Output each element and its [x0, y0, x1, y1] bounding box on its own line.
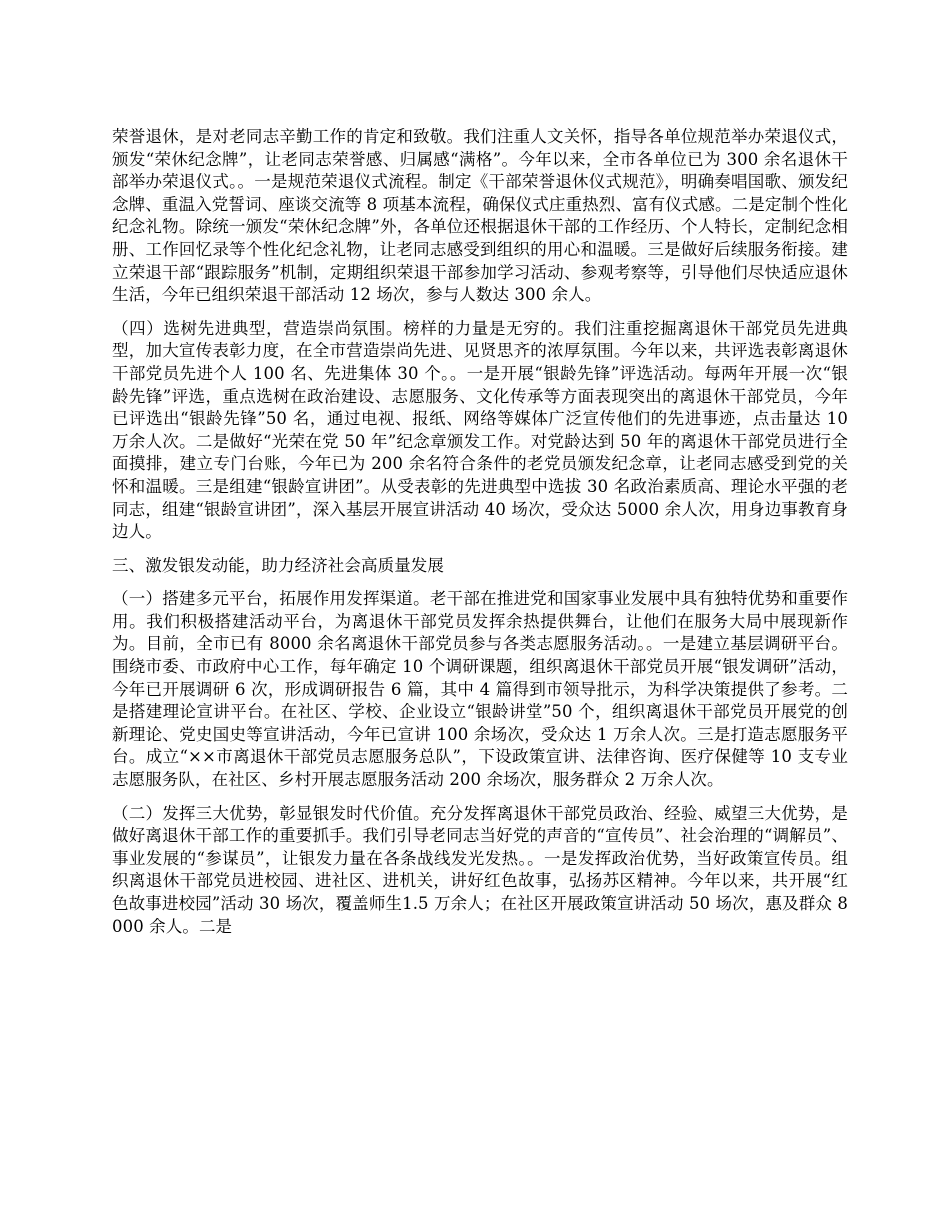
section-heading: 三、激发银发动能，助力经济社会高质量发展 [112, 555, 444, 575]
paragraph-three-advantages: （二）发挥三大优势，彰显银发时代价值。充分发挥离退休干部党员政治、经验、威望三大优势，是做好离退休干部工作的重要抓手。我们引导老同志当好党的声音的“宣传员”、社会治理的“调解员”、事业发展的“参谋员”，让银发力量在各条战线发光发热。。一是发挥政治优势，当好政策宣传员。组织离退休干部党员进校园、进社区、进机关，讲好红色故事，弘扬苏区精神。今年以来，共开展“红色故事进校园”活动 30 场次，覆盖师生1.5 万余人；在社区开展政策宣讲活动 50 场次，惠及群众 8000 余人。二是 [112, 803, 848, 936]
paragraph-diverse-platforms: （一）搭建多元平台，拓展作用发挥渠道。老干部在推进党和国家事业发展中具有独特优势和重要作用。我们积极搭建活动平台，为离退休干部党员发挥余热提供舞台，让他们在服务大局中展现新作为。目前，全市已有 8000 余名离退休干部党员参与各类志愿服务活动。。一是建立基层调研平台。围绕市委、市政府中心工作，每年确定 10 个调研课题，组织离退休干部党员开展“银发调研”活动，今年已开展调研 6 次，形成调研报告 6 篇，其中 4 篇得到市领导批示，为科学决策提供了参考。二是搭建理论宣讲平台。在社区、学校、企业设立“银龄讲堂”50 个，组织离退休干部党员开展党的创新理论、党史国史等宣讲活动，今年已宣讲 100 余场次，受众达 1 万余人次。三是打造志愿服务平台。成立“××市离退休干部党员志愿服务总队”，下设政策宣讲、法律咨询、医疗保健等 10 支专业志愿服务队，在社区、乡村开展志愿服务活动 200 余场次，服务群众 2 万余人次。 [112, 589, 848, 790]
document-page [112, 126, 848, 949]
paragraph-retirement-ceremony: 荣誉退休，是对老同志辛勤工作的肯定和致敬。我们注重人文关怀，指导各单位规范举办荣退仪式，颁发“荣休纪念牌”，让老同志荣誉感、归属感“满格”。今年以来，全市各单位已为 300 余名退休干部举办荣退仪式。。一是规范荣退仪式流程。制定《干部荣誉退休仪式规范》，明确奏唱国歌、颁发纪念牌、重温入党誓词、座谈交流等 8 项基本流程，确保仪式庄重热烈、富有仪式感。二是定制个性化纪念礼物。除统一颁发“荣休纪念牌”外，各单位还根据退休干部的工作经历、个人特长，定制纪念相册、工作回忆录等个性化纪念礼物，让老同志感受到组织的用心和温暖。三是做好后续服务衔接。建立荣退干部“跟踪服务”机制，定期组织荣退干部参加学习活动、参观考察等，引导他们尽快适应退休生活，今年已组织荣退干部活动 12 场次，参与人数达 300 余人。 [112, 127, 848, 305]
paragraph-advanced-models: （四）选树先进典型，营造崇尚氛围。榜样的力量是无穷的。我们注重挖掘离退休干部党员先进典型，加大宣传表彰力度，在全市营造崇尚先进、见贤思齐的浓厚氛围。今年以来，共评选表彰离退休干部党员先进个人 100 名、先进集体 30 个。。一是开展“银龄先锋”评选活动。每两年开展一次“银龄先锋”评选，重点选树在政治建设、志愿服务、文化传承等方面表现突出的离退休干部党员，今年已评选出“银龄先锋”50 名，通过电视、报纸、网络等媒体广泛宣传他们的先进事迹，点击量达 10 万余人次。二是做好“光荣在党 50 年”纪念章颁发工作。对党龄达到 50 年的离退休干部党员进行全面摸排，建立专门台账，今年已为 200 余名符合条件的老党员颁发纪念章，让老同志感受到党的关怀和温暖。三是组建“银龄宣讲团”。从受表彰的先进典型中选拔 30 名政治素质高、理论水平强的老同志，组建“银龄宣讲团”，深入基层开展宣讲活动 40 场次，受众达 5000 余人次，用身边事教育身边人。 [112, 318, 848, 542]
